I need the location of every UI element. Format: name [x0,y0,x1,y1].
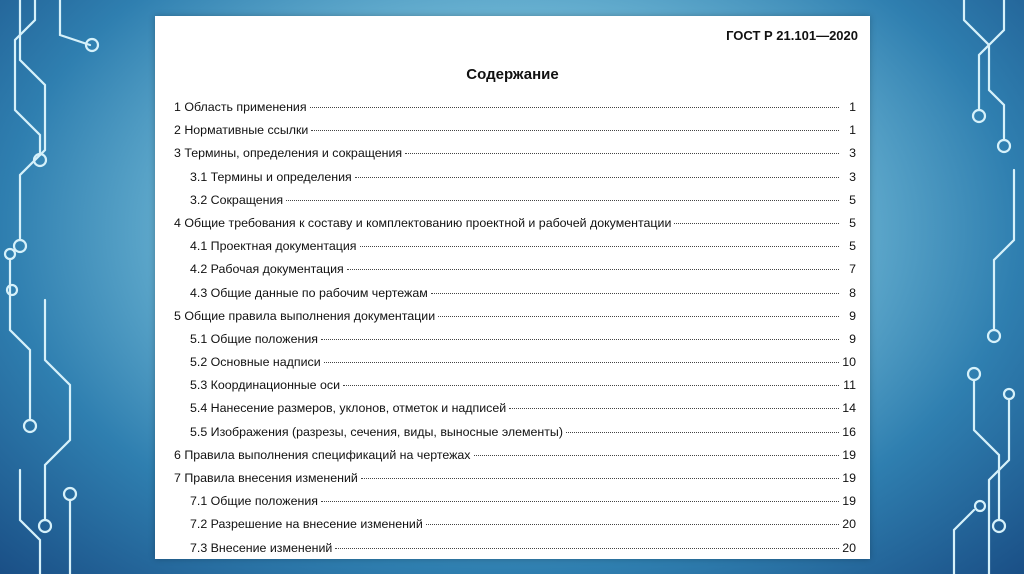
toc-entry-title: 4.3 Общие данные по рабочим чертежам [190,285,428,300]
toc-entry-title: 5.5 Изображения (разрезы, сечения, виды, выносные элементы) [190,424,563,439]
toc-entry [174,425,856,448]
toc-entry-title: 1 Область применения [174,100,307,114]
toc-entry-title: 2 Нормативные ссылки [174,123,309,138]
toc-entry [174,355,856,378]
toc-entry [174,332,856,355]
toc-entry-title: 5.4 Нанесение размеров, уклонов, отметок и надписей [190,401,507,416]
toc-entry [174,471,856,494]
toc-dot-leader [361,477,839,479]
toc-entry-title: 5.1 Общие положения [190,331,318,346]
toc-entry-title: 4.2 Рабочая документация [190,262,344,277]
toc-dot-leader [674,222,839,224]
toc-entry-page-number: 14 [842,401,856,416]
toc-entry-page-number: 20 [842,540,856,555]
toc-dot-leader [355,176,839,178]
toc-dot-leader [321,500,839,502]
toc-dot-leader [474,454,840,456]
toc-entry-page-number: 10 [842,355,856,370]
toc-entry-page-number: 19 [842,471,856,485]
toc-dot-leader [431,292,839,294]
toc-dot-leader [311,129,839,131]
toc-entry [174,123,856,146]
document-code: ГОСТ Р 21.101—2020 [726,28,858,43]
toc-entry [174,193,856,216]
toc-entry [174,401,856,424]
circuit-decoration-left [0,0,130,574]
toc-entry-page-number: 3 [849,169,856,184]
toc-entry-page-number: 19 [842,447,856,462]
toc-entry-title: 5 Общие правила выполнения документации [174,308,436,323]
toc-entry [174,100,856,123]
document-page [155,16,870,559]
toc-entry-title: 3.2 Сокращения [190,192,284,207]
toc-entry-title: 5.3 Координационные оси [190,378,341,393]
toc-entry-page-number: 16 [842,424,856,439]
toc-entry-page-number: 5 [849,192,856,207]
toc-entry-page-number: 11 [843,378,856,393]
toc-dot-leader [343,384,839,386]
toc-dot-leader [509,407,839,409]
table-of-contents [174,100,856,564]
toc-entry [174,448,856,471]
toc-entry-title: 7.3 Внесение изменений [190,540,333,555]
toc-entry [174,216,856,239]
toc-entry [174,517,856,540]
toc-entry-page-number: 1 [849,100,856,114]
toc-entry-page-number: 5 [849,239,856,254]
toc-dot-leader [324,361,839,363]
toc-entry [174,146,856,169]
toc-entry [174,541,856,564]
toc-dot-leader [360,245,839,247]
toc-entry-title: 3 Термины, определения и сокращения [174,146,403,161]
toc-entry-title: 7.1 Общие положения [190,494,318,509]
toc-entry-page-number: 1 [849,123,856,138]
toc-entry-page-number: 7 [849,262,856,277]
toc-dot-leader [566,431,839,433]
toc-dot-leader [347,268,839,270]
toc-entry-title: 3.1 Термины и определения [190,169,352,184]
toc-entry-title: 5.2 Основные надписи [190,355,321,370]
toc-entry-page-number: 9 [849,331,856,346]
toc-dot-leader [335,547,839,549]
toc-entry-title: 4.1 Проектная документация [190,239,357,254]
toc-entry-title: 7.2 Разрешение на внесение изменений [190,517,423,532]
toc-entry-page-number: 5 [849,215,856,230]
toc-dot-leader [426,523,839,525]
document-title: Содержание [466,66,559,83]
toc-dot-leader [286,199,839,201]
toc-entry-page-number: 8 [849,285,856,300]
toc-entry [174,378,856,401]
toc-entry-page-number: 3 [849,146,856,161]
circuit-decoration-right [894,0,1024,574]
toc-entry [174,262,856,285]
toc-entry-page-number: 20 [842,517,856,532]
toc-dot-leader [405,152,839,154]
toc-dot-leader [321,338,839,340]
toc-entry-title: 4 Общие требования к составу и комплектованию проектной и рабочей документации [174,215,672,230]
toc-entry-title: 7 Правила внесения изменений [174,471,358,485]
toc-entry-page-number: 9 [849,308,856,323]
toc-entry [174,239,856,262]
toc-entry [174,494,856,517]
toc-dot-leader [310,106,839,108]
toc-entry-page-number: 19 [842,494,856,509]
toc-dot-leader [438,315,839,317]
toc-entry [174,286,856,309]
toc-entry-title: 6 Правила выполнения спецификаций на чертежах [174,447,471,462]
toc-entry [174,170,856,193]
toc-entry [174,309,856,332]
